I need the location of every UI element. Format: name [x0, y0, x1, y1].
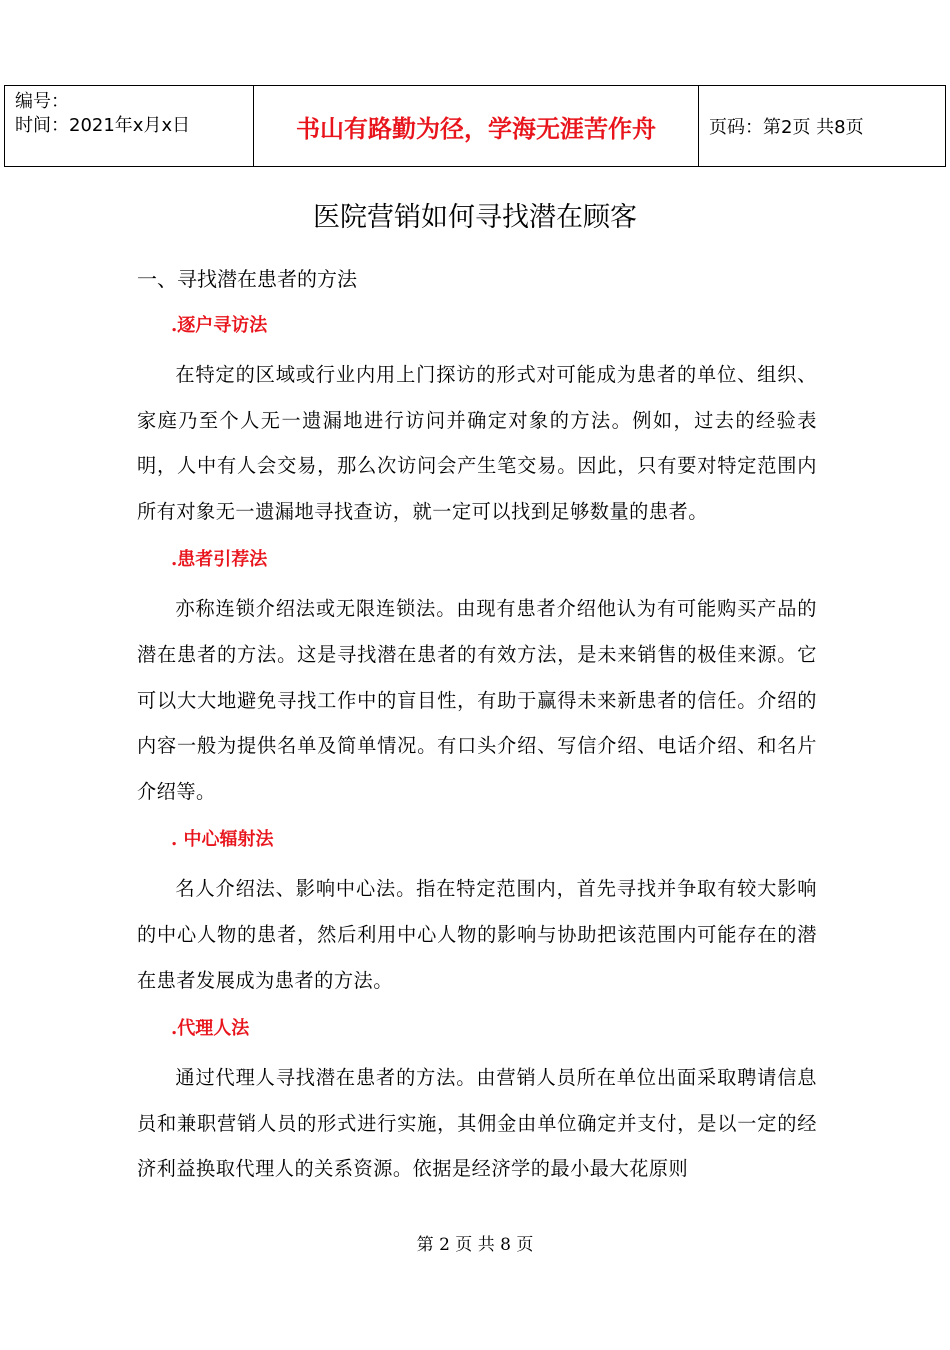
section-heading: 一、寻找潜在患者的方法: [137, 267, 357, 291]
method-body: 通过代理人寻找潜在患者的方法。由营销人员所在单位出面采取聘请信息员和兼职营销人员的形式进行实施，其佣金由单位确定并支付，是以一定的经济利益换取代理人的关系资源。依据是经济学的最小最大花原则: [137, 1066, 817, 1181]
method-agent: [137, 1013, 817, 1192]
header-motto: 书山有路勤为径，学海无涯苦作舟: [254, 86, 699, 167]
document-number-label: 编号：: [15, 91, 69, 112]
header-page-label: 页码：第2页 共8页: [699, 86, 946, 167]
method-body: 亦称连锁介绍法或无限连锁法。由现有患者介绍他认为有可能购买产品的潜在患者的方法。这是寻找潜在患者的有效方法，是未来销售的极佳来源。它可以大大地避免寻找工作中的盲目性，有助于赢得未来新患者的信任。介绍的内容一般为提供名单及简单情况。有口头介绍、写信介绍、电话介绍、和名片介绍等。: [137, 597, 817, 803]
document-time-label: 时间：2021年x月x日: [15, 115, 191, 136]
method-title: .逐户寻访法: [171, 315, 268, 336]
method-center-radiation: [137, 824, 817, 1003]
method-title: .代理人法: [171, 1018, 250, 1040]
method-title: . 中心辐射法: [171, 829, 274, 851]
document-title: 医院营销如何寻找潜在顾客: [313, 202, 637, 233]
method-body: 在特定的区域或行业内用上门探访的形式对可能成为患者的单位、组织、家庭乃至个人无一遗漏地进行访问并确定对象的方法。例如，过去的经验表明，人中有人会交易，那么次访问会产生笔交易。因此，只有要对特定范围内所有对象无一遗漏地寻找查访，就一定可以找到足够数量的患者。: [137, 363, 817, 523]
document-content: [137, 310, 817, 1202]
method-body: 名人介绍法、影响中心法。指在特定范围内，首先寻找并争取有较大影响的中心人物的患者，然后利用中心人物的影响与协助把该范围内可能存在的潜在患者发展成为患者的方法。: [137, 877, 817, 992]
page-footer: 第 2 页 共 8 页: [416, 1235, 534, 1255]
header-meta-cell: [5, 86, 254, 167]
method-patient-referral: [137, 544, 817, 814]
method-title: .患者引荐法: [171, 549, 268, 571]
header-table: [4, 85, 946, 167]
method-door-to-door: [137, 310, 817, 534]
